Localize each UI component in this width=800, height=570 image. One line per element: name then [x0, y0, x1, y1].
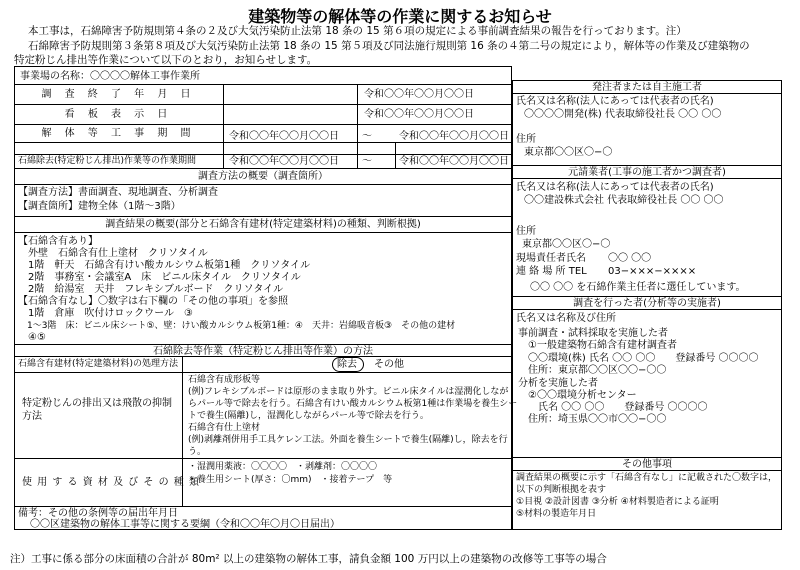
treatment-option-other: その他	[374, 359, 404, 370]
investigator-name-label: 氏名又は名称及び住所	[516, 313, 616, 324]
sign-date-label: 看 板 表 示 日	[64, 109, 173, 120]
orderer-name-value: 〇〇〇〇開発(株) 代表取締役社長 〇〇 〇〇	[524, 109, 722, 120]
manager-value: 〇〇 〇〇	[608, 253, 652, 264]
other-line: ①目視 ②設計図書 ③分析 ④材料製造者による証明	[516, 497, 719, 507]
contact-label: 連 絡 場 所 TEL	[516, 266, 587, 277]
other-line: 以下の判断根拠を表す	[516, 485, 607, 495]
chief-note: 〇〇 〇〇 を石綿作業主任者に選任しています。	[530, 282, 746, 293]
other-line: 調査結果の概要に示す「石綿含有なし」に記載された〇数字は，	[516, 473, 778, 483]
investigator-line: 住所：東京都〇〇区〇〇−〇〇	[518, 365, 667, 376]
orderer-header: 発注者または自主施工者	[592, 82, 702, 93]
intro-line-1: 本工事は，石綿障害予防規則第４条の２及び大気汚染防止法第 18 条の 15 第６項の規定による事前調査結果の報告を行っております。注）	[28, 25, 687, 37]
investigator-line: 氏名 〇〇 〇〇 登録番号 〇〇〇〇	[518, 402, 708, 413]
treatment-label: 石綿含有建材(特定建築材料)の処理方法	[18, 359, 179, 369]
demolition-period-tilde: 〜	[362, 131, 372, 142]
footnote: 注）工事に係る部分の床面積の合計が 80m² 以上の建築物の解体工事，請負金額 100 万円以上の建築物の改修等工事等の場合	[10, 553, 607, 565]
method-header: 石綿除去等作業（特定粉じん排出等作業）の方法	[153, 346, 373, 357]
investigator-line: 事前調査・試料採取を実施した者	[518, 328, 668, 339]
investigator-line: 〇〇環境(株) 氏名 〇〇 〇〇 登録番号 〇〇〇〇	[518, 353, 759, 364]
manager-label: 現場責任者氏名	[516, 253, 586, 264]
investigator-line: ②〇〇環境分析センター	[518, 390, 637, 401]
survey-end-value: 令和〇〇年〇〇月〇〇日	[364, 89, 474, 100]
demolition-period-label: 解 体 等 工 事 期 間	[41, 128, 196, 139]
suppress-line: らパール等で除去を行う。石綿含有けい酸カルシウム板第1種は作業場を養生シー	[188, 399, 518, 409]
notes-label: 備考：その他の条例等の届出年月日	[18, 508, 178, 519]
results-line: 1階 軒天 石綿含有けい酸カルシウム板第1種 クリソタイル	[18, 260, 311, 271]
site-name	[20, 70, 200, 83]
results-line: 2階 事務室・会議室A 床 ビニル床タイル クリソタイル	[18, 272, 301, 283]
removal-period-from: 令和〇〇年〇〇月〇〇日	[229, 156, 339, 167]
intro-line-2: 石綿障害予防規則第３条第８項及び大気汚染防止法第 18 条の 15 第５項及び同法施行規則第 16 条の４第二号の規定により，解体等の作業及び建築物の	[28, 39, 750, 52]
notes-value: 〇〇区建築物の解体工事等に関する要綱（令和〇〇年〇月〇日届出）	[30, 519, 340, 530]
results-line: ④⑤	[18, 332, 46, 343]
suppress-line: う。	[188, 447, 207, 457]
suppress-label: 特定粉じんの排出又は飛散の抑制方法	[22, 398, 172, 422]
materials-line: ・湿潤用薬液：〇〇〇〇 ・剥離剤：〇〇〇〇	[188, 462, 378, 472]
contractor-address-label: 住所	[516, 226, 536, 237]
document-title: 建築物等の解体等の作業に関するお知らせ	[248, 7, 552, 26]
suppress-line: (例)剥離剤併用手工具ケレン工法。外面を養生シートで養生(隔離)し，除去を行	[188, 435, 508, 445]
contractor-name-value: 〇〇建設株式会社 代表取締役社長 〇〇 〇〇	[524, 195, 724, 206]
results-line: 外壁 石綿含有仕上塗材 クリソタイル	[18, 248, 208, 259]
removal-period-label: 石綿除去(特定粉じん排出)作業等の作業期間	[18, 156, 197, 166]
suppress-line: トで養生(隔離)し，湿潤化しながらパール等で除去を行う。	[188, 411, 429, 421]
results-line: 2階 給湯室 天井 フレキシブルボード クリソタイル	[18, 284, 284, 295]
contractor-name-label: 氏名又は名称(法人にあっては代表者の氏名)	[516, 182, 714, 193]
contact-value: 03−×××−××××	[608, 266, 697, 277]
other-header: その他事項	[622, 459, 672, 470]
materials-label: 使 用 す る 資 材 及 び そ の 種 類	[22, 477, 200, 488]
other-line: ⑤材料の製造年月日	[516, 509, 597, 519]
site-value: 〇〇〇〇解体工事作業所	[90, 71, 200, 82]
suppress-line: 石綿含有成形板等	[188, 375, 261, 385]
sign-date-value: 令和〇〇年〇〇月〇〇日	[364, 109, 474, 120]
results-line: 【石綿含有あり】	[18, 236, 98, 247]
removal-period-to: 令和〇〇年〇〇月〇〇日	[399, 156, 509, 167]
contractor-header: 元請業者(工事の施工者かつ調査者)	[568, 167, 726, 178]
intro-line-3: 特定粉じん排出等作業について以下のとおり，お知らせします。	[14, 54, 318, 66]
treatment-option-removal: 除去	[337, 359, 357, 370]
intro-text	[14, 24, 794, 68]
investigator-line: ①一般建築物石綿含有建材調査者	[518, 340, 677, 351]
orderer-name-label: 氏名又は名称(法人にあっては代表者の氏名)	[516, 96, 714, 107]
survey-method-header: 調査方法の概要（調査箇所）	[198, 171, 328, 182]
suppress-line: 石綿含有仕上塗材	[188, 423, 261, 433]
investigator-line: 分析を実施した者	[518, 378, 598, 389]
site-label: 事業場の名称：	[20, 71, 90, 82]
demolition-period-from: 令和〇〇年〇〇月〇〇日	[229, 131, 339, 142]
results-line: 1階 倉庫 吹付けロックウール ③	[18, 308, 193, 319]
investigator-header: 調査を行った者(分析等の実施者)	[573, 298, 721, 309]
contractor-address-value: 東京都〇〇区〇−〇	[522, 239, 611, 250]
investigator-line: 住所：埼玉県〇〇市〇〇−〇〇	[518, 414, 667, 425]
survey-end-label: 調 査 終 了 年 月 日	[41, 89, 196, 100]
suppress-line: (例)フレキシブルボードは原形のまま取り外す。ビニル床タイルは湿潤化しなが	[188, 387, 509, 397]
orderer-address-label: 住所	[516, 134, 536, 145]
survey-method: 【調査方法】書面調査、現地調査、分析調査	[18, 187, 218, 198]
survey-place: 【調査箇所】建物全体（1階〜3階）	[18, 201, 181, 212]
results-line: 1〜3階 床：ビニル床シート⑤、壁：けい酸カルシウム板第1種：④ 天井：岩綿吸音板③ その他の建材	[18, 321, 456, 331]
materials-line: ・養生用シート(厚さ：〇mm) ・接着テープ 等	[188, 475, 393, 485]
results-header: 調査結果の概要(部分と石綿含有建材(特定建築材料)の種類、判断根拠)	[105, 219, 421, 230]
orderer-address-value: 東京都〇〇区〇−〇	[524, 147, 613, 158]
demolition-period-to: 令和〇〇年〇〇月〇〇日	[399, 131, 509, 142]
results-line: 【石綿含有なし】〇数字は右下欄の「その他の事項」を参照	[18, 296, 288, 307]
removal-period-tilde: 〜	[362, 156, 372, 167]
